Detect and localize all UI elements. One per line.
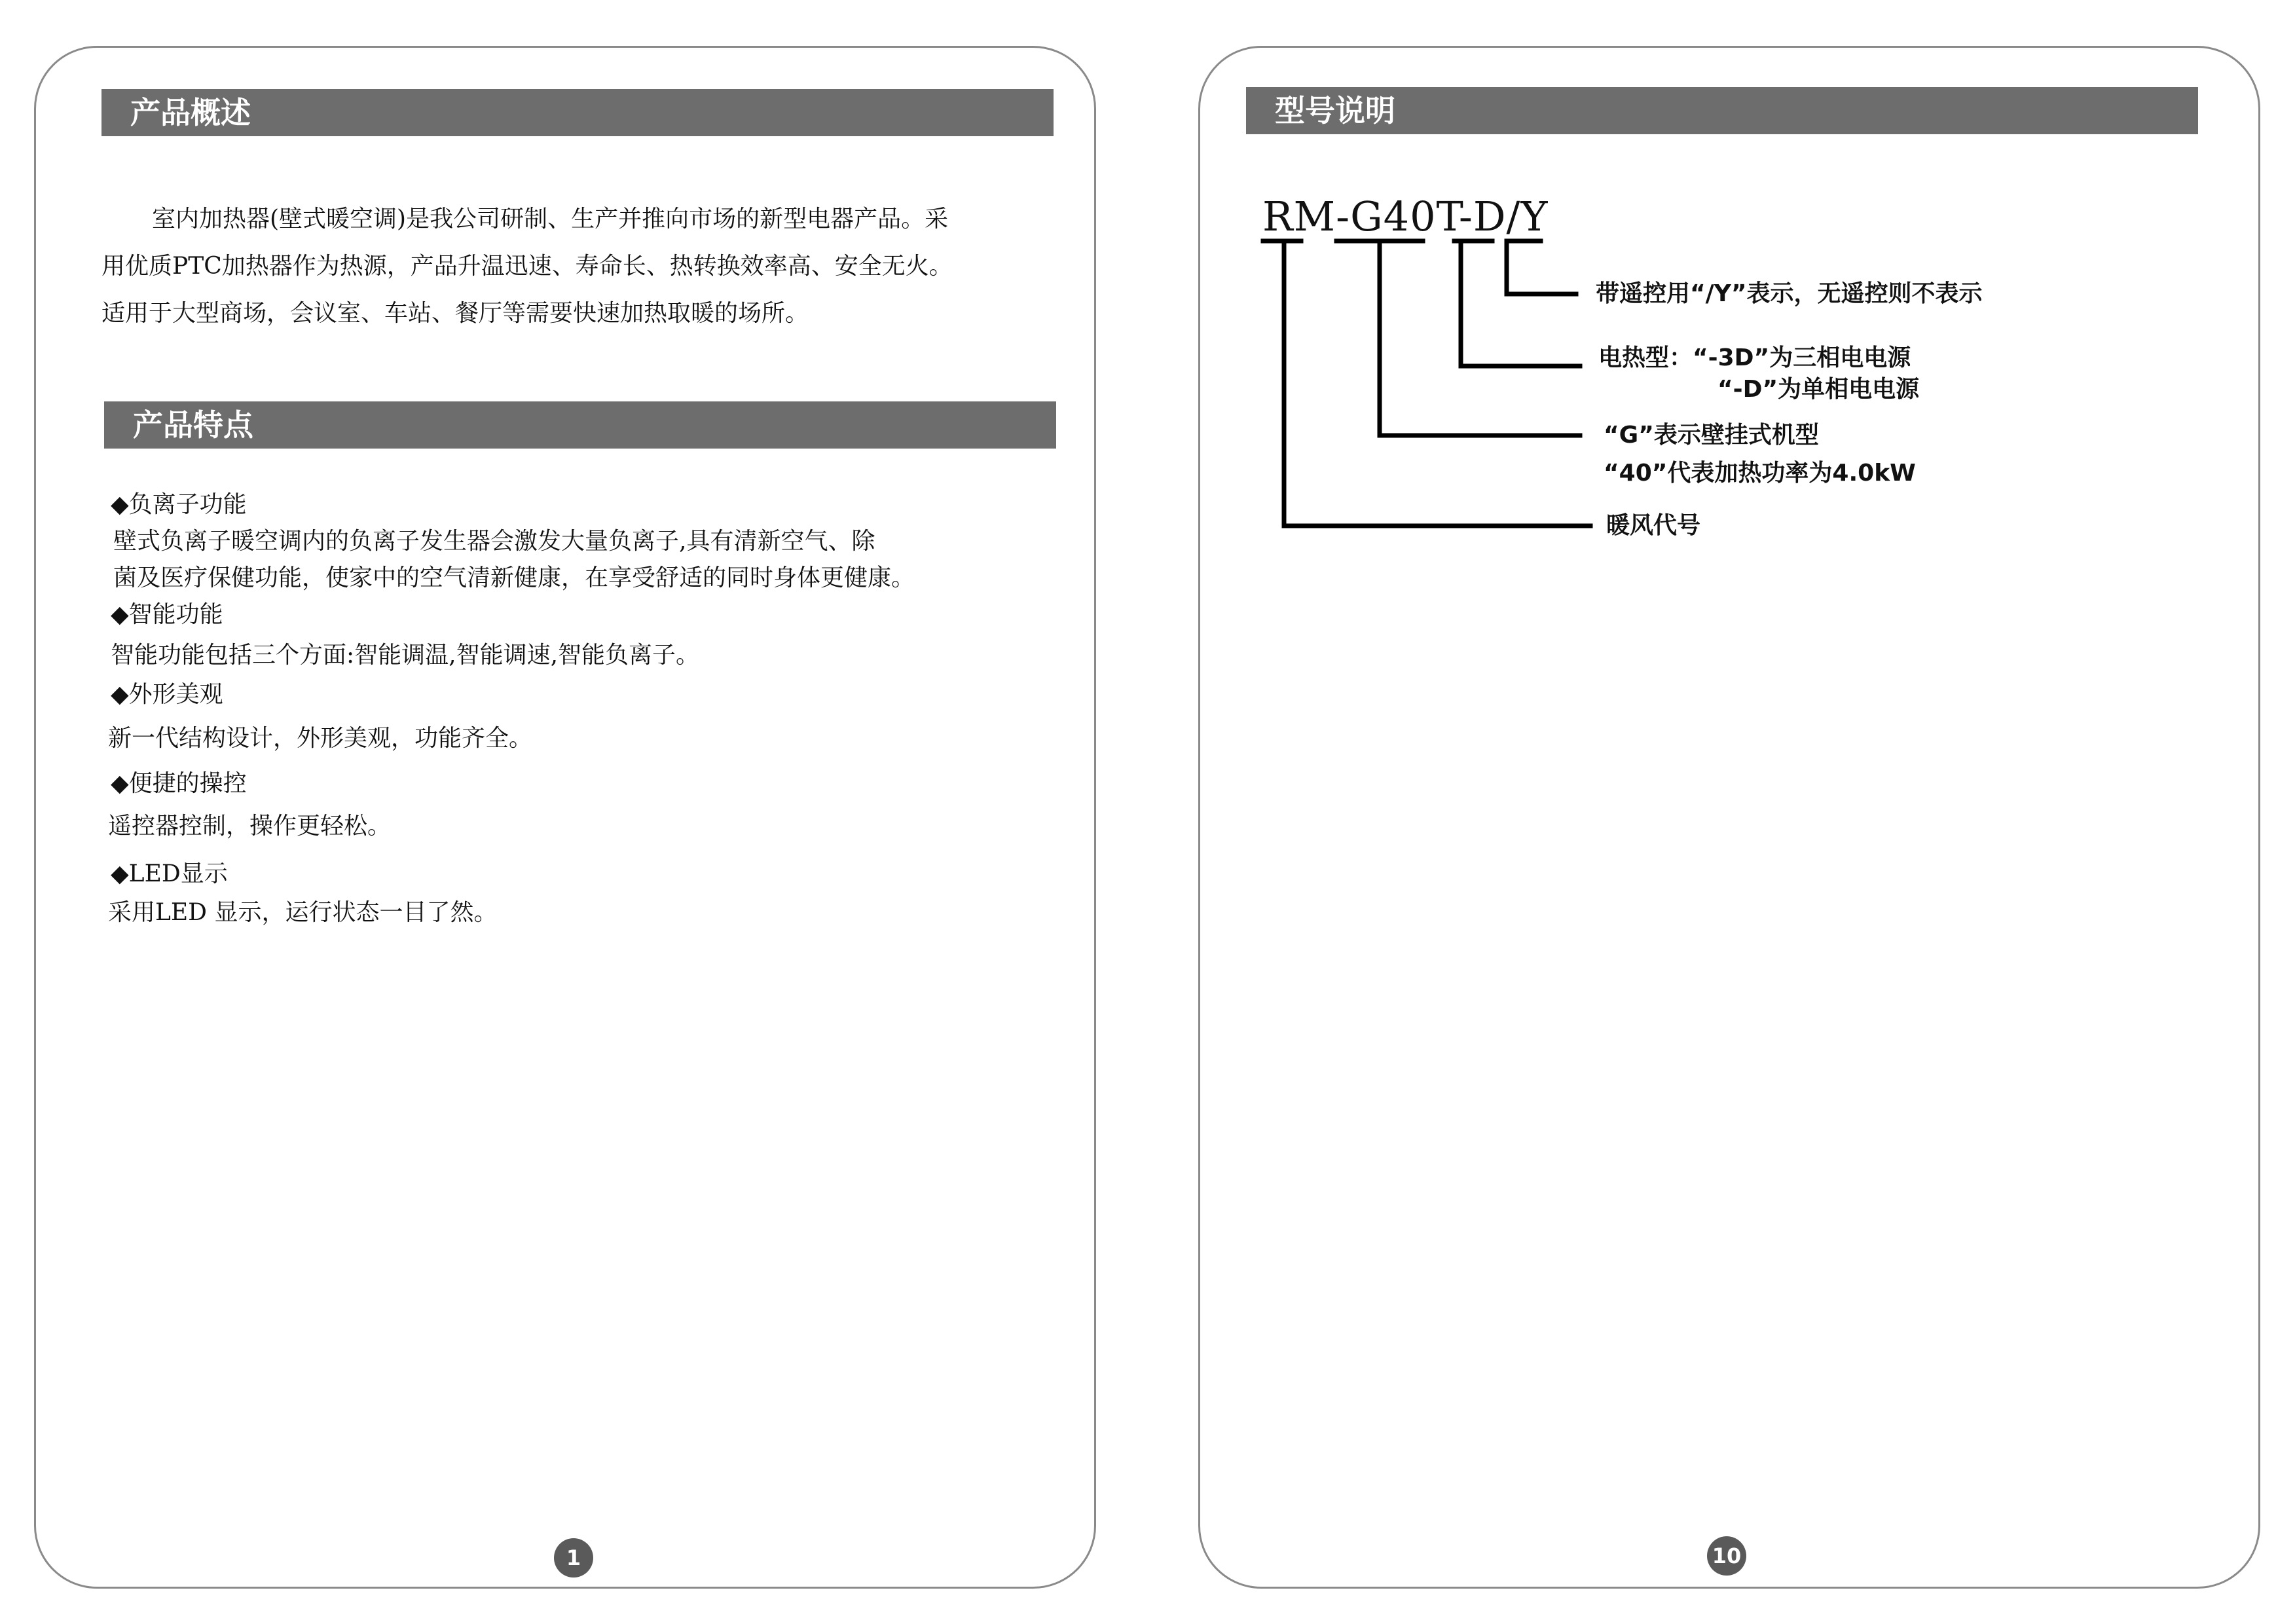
feature-text: 采用LED 显示，运行状态一目了然。 — [108, 899, 498, 926]
features-section-title: 产品特点 — [104, 401, 1056, 449]
explain-remote: 带遥控用“/Y”表示，无遥控则不表示 — [1596, 280, 1983, 307]
explain-power: “40”代表加热功率为4.0kW — [1604, 460, 1916, 487]
feature-text: 新一代结构设计，外形美观，功能齐全。 — [108, 725, 533, 752]
feature-heading-control: ◆便捷的操控 — [111, 770, 247, 797]
overview-line-1: 室内加热器(壁式暖空调)是我公司研制、生产并推向市场的新型电器产品。采 — [152, 206, 949, 232]
feature-heading-appearance: ◆外形美观 — [111, 681, 223, 708]
model-code: RM-G40T-D/Y — [1262, 193, 1549, 240]
feature-text: 遥控器控制，操作更轻松。 — [108, 813, 392, 840]
explain-warm-air-code: 暖风代号 — [1606, 512, 1701, 539]
feature-heading-led: ◆LED显示 — [111, 860, 228, 887]
feature-text: 菌及医疗保健功能，使家中的空气清新健康，在享受舒适的同时身体更健康。 — [113, 564, 915, 591]
overview-line-2: 用优质PTC加热器作为热源，产品升温迅速、寿命长、热转换效率高、安全无火。 — [101, 253, 953, 280]
overview-line-3: 适用于大型商场，会议室、车站、餐厅等需要快速加热取暖的场所。 — [101, 300, 809, 327]
page-number-left: 1 — [554, 1538, 593, 1578]
feature-heading-negative-ion: ◆负离子功能 — [111, 491, 247, 518]
left-page — [34, 46, 1096, 1589]
overview-section-title: 产品概述 — [101, 89, 1054, 136]
explain-single-phase: “-D”为单相电电源 — [1717, 376, 1920, 403]
feature-heading-smart: ◆智能功能 — [111, 601, 223, 628]
feature-text: 壁式负离子暖空调内的负离子发生器会激发大量负离子,具有清新空气、除 — [113, 528, 875, 555]
page-number-right: 10 — [1707, 1536, 1746, 1576]
model-section-title: 型号说明 — [1246, 87, 2198, 134]
explain-wall-mounted: “G”表示壁挂式机型 — [1604, 422, 1819, 449]
right-page — [1198, 46, 2260, 1589]
feature-text: 智能功能包括三个方面:智能调温,智能调速,智能负离子。 — [111, 642, 700, 669]
explain-electric-type: 电热型：“-3D”为三相电电源 — [1598, 344, 1911, 371]
